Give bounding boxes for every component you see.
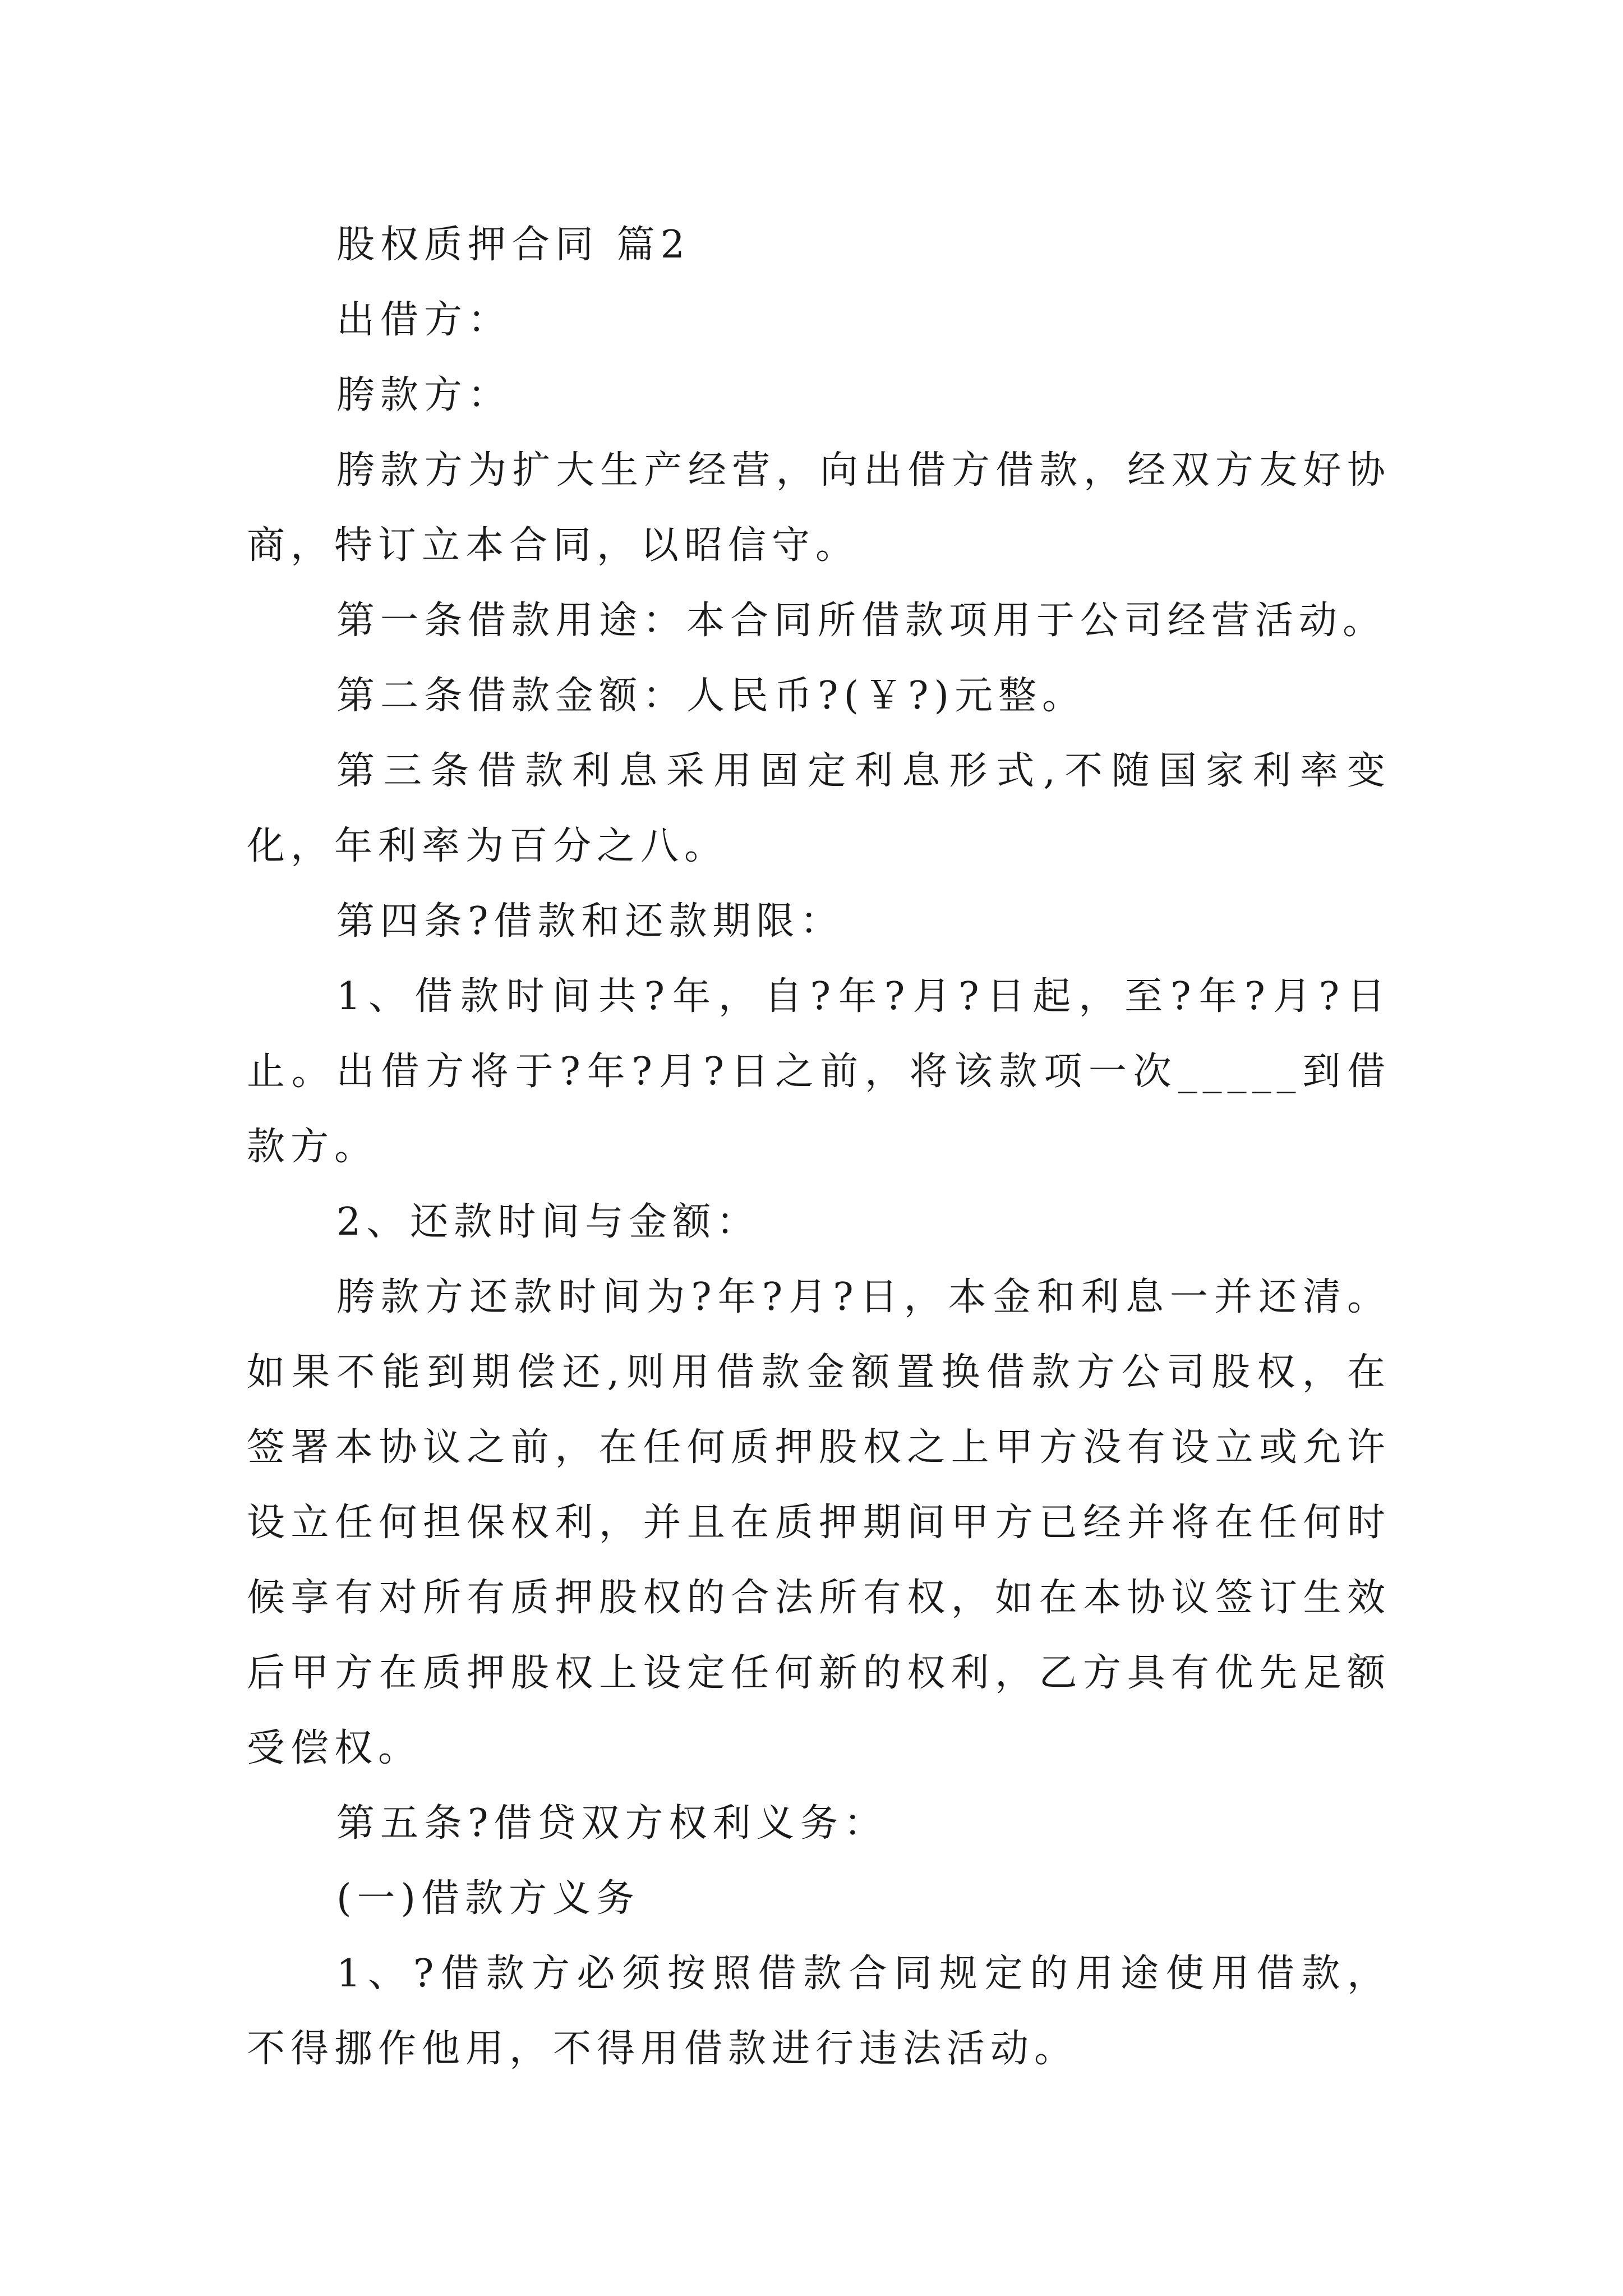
document-title: 股权质押合同 篇2 [336,223,690,267]
article-2-paragraph: 第二条借款金额：人民币?(￥?)元整。 [336,674,1086,718]
article-4-heading: 第四条?借款和还款期限： [336,899,844,944]
preamble-paragraph: 胯款方为扩大生产经营，向出借方借款，经双方友好协商，特订立本合同，以昭信守。 [247,448,1391,568]
article-5-heading: 第五条?借贷双方权利义务： [336,1801,888,1846]
lender-line: 出借方： [336,298,512,342]
borrower-obligations-heading: (一)借款方义务 [336,1876,640,1921]
borrower-obligation-1: 1、?借款方必须按照借款合同规定的用途使用借款，不得挪作他用，不得用借款进行违法活动。 [247,1952,1391,2071]
borrower-line: 胯款方： [336,373,512,417]
repayment-paragraph: 胯款方还款时间为?年?月?日，本金和利息一并还清。如果不能到期偿还,则用借款金额置换借款方公司股权，在签署本协议之前，在任何质押股权之上甲方没有设立或允许设立任何担保权利，并且在质押期间甲方已经并将在任何时候享有对所有质押股权的合法所有权，如在本协议签订生效后甲方在质押股权上设定任何新的权利，乙方具有优先足额受偿权。 [247,1275,1391,1770]
document-body [247,208,1391,2087]
article-4-item-1: 1、借款时间共?年，自?年?月?日起，至?年?月?日止。出借方将于?年?月?日之前，将该款项一次_____到借款方。 [247,974,1391,1169]
article-1-paragraph: 第一条借款用途：本合同所借款项用于公司经营活动。 [336,599,1387,643]
article-4-item-2-heading: 2、还款时间与金额： [336,1200,760,1244]
article-3-paragraph: 第三条借款利息采用固定利息形式,不随国家利率变化，年利率为百分之八。 [247,749,1391,868]
